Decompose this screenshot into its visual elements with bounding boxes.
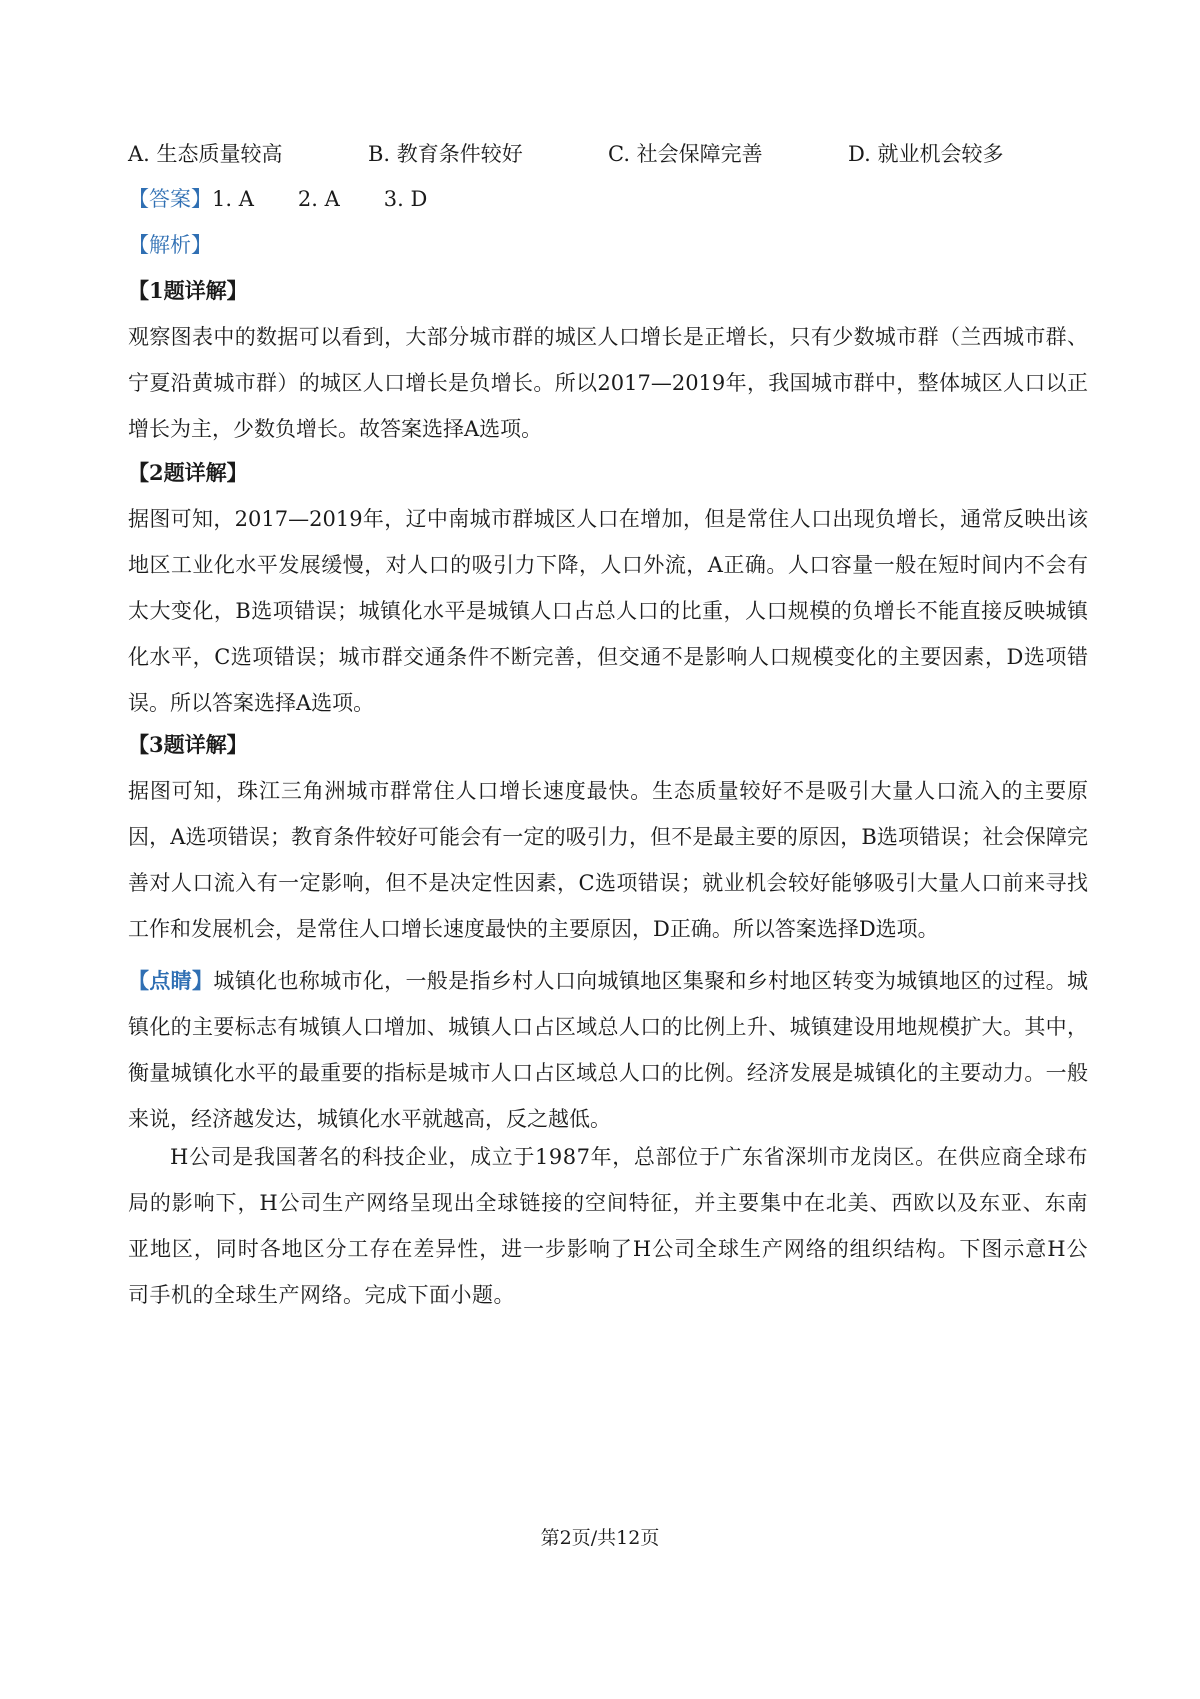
tip-label: 【点睛】 — [128, 968, 214, 993]
q2-heading: 【2题详解】 — [128, 460, 248, 485]
q1-explanation: 观察图表中的数据可以看到，大部分城市群的城区人口增长是正增长，只有少数城市群（兰西城市群、宁夏沿黄城市群）的城区人口增长是负增长。所以2017—2019年，我国城市群中，整体城区人口以正增长为主，少数负增长。故答案选择A选项。 — [128, 325, 1088, 441]
option-a: A. 生态质量较高 — [128, 142, 283, 166]
answer-item-3: 3. D — [383, 187, 428, 211]
answer-label: 【答案】 — [128, 187, 212, 211]
option-c: C. 社会保障完善 — [608, 142, 763, 166]
answer-options — [128, 138, 1088, 172]
q3-explanation: 据图可知，珠江三角洲城市群常住人口增长速度最快。生态质量较好不是吸引大量人口流入的主要原因，A选项错误；教育条件较好可能会有一定的吸引力，但不是最主要的原因，B选项错误；社会保障完善对人口流入有一定影响，但不是决定性因素，C选项错误；就业机会较好能够吸引大量人口前来寻找工作和发展机会，是常住人口增长速度最快的主要原因，D正确。所以答案选择D选项。 — [128, 779, 1088, 941]
answer-item-1: 1. A — [212, 187, 254, 211]
page-number: 第2页/共12页 — [540, 1527, 660, 1549]
q3-heading: 【3题详解】 — [128, 732, 248, 757]
tip-text: 城镇化也称城市化，一般是指乡村人口向城镇地区集聚和乡村地区转变为城镇地区的过程。城镇化的主要标志有城镇人口增加、城镇人口占区域总人口的比例上升、城镇建设用地规模扩大。其中，衡量城镇化水平的最重要的指标是城市人口占区域总人口的比例。经济发展是城镇化的主要动力。一般来说，经济越发达，城镇化水平就越高，反之越低。 — [128, 969, 1089, 1131]
option-b: B. 教育条件较好 — [368, 142, 523, 166]
reading-passage: H公司是我国著名的科技企业，成立于1987年，总部位于广东省深圳市龙岗区。在供应商全球布局的影响下，H公司生产网络呈现出全球链接的空间特征，并主要集中在北美、西欧以及东亚、东南亚地区，同时各地区分工存在差异性，进一步影响了H公司全球生产网络的组织结构。下图示意H公司手机的全球生产网络。完成下面小题。 — [128, 1145, 1088, 1307]
tip-paragraph — [128, 958, 1088, 1142]
answer-line — [128, 184, 1088, 214]
analysis-label: 【解析】 — [128, 233, 212, 257]
q1-heading: 【1题详解】 — [128, 278, 248, 303]
q2-explanation: 据图可知，2017—2019年，辽中南城市群城区人口在增加，但是常住人口出现负增长，通常反映出该地区工业化水平发展缓慢，对人口的吸引力下降，人口外流，A正确。人口容量一般在短时间内不会有太大变化，B选项错误；城镇化水平是城镇人口占总人口的比重，人口规模的负增长不能直接反映城镇化水平，C选项错误；城市群交通条件不断完善，但交通不是影响人口规模变化的主要因素，D选项错误。所以答案选择A选项。 — [128, 507, 1088, 715]
answer-item-2: 2. A — [297, 187, 340, 211]
option-d: D. 就业机会较多 — [848, 142, 1004, 166]
